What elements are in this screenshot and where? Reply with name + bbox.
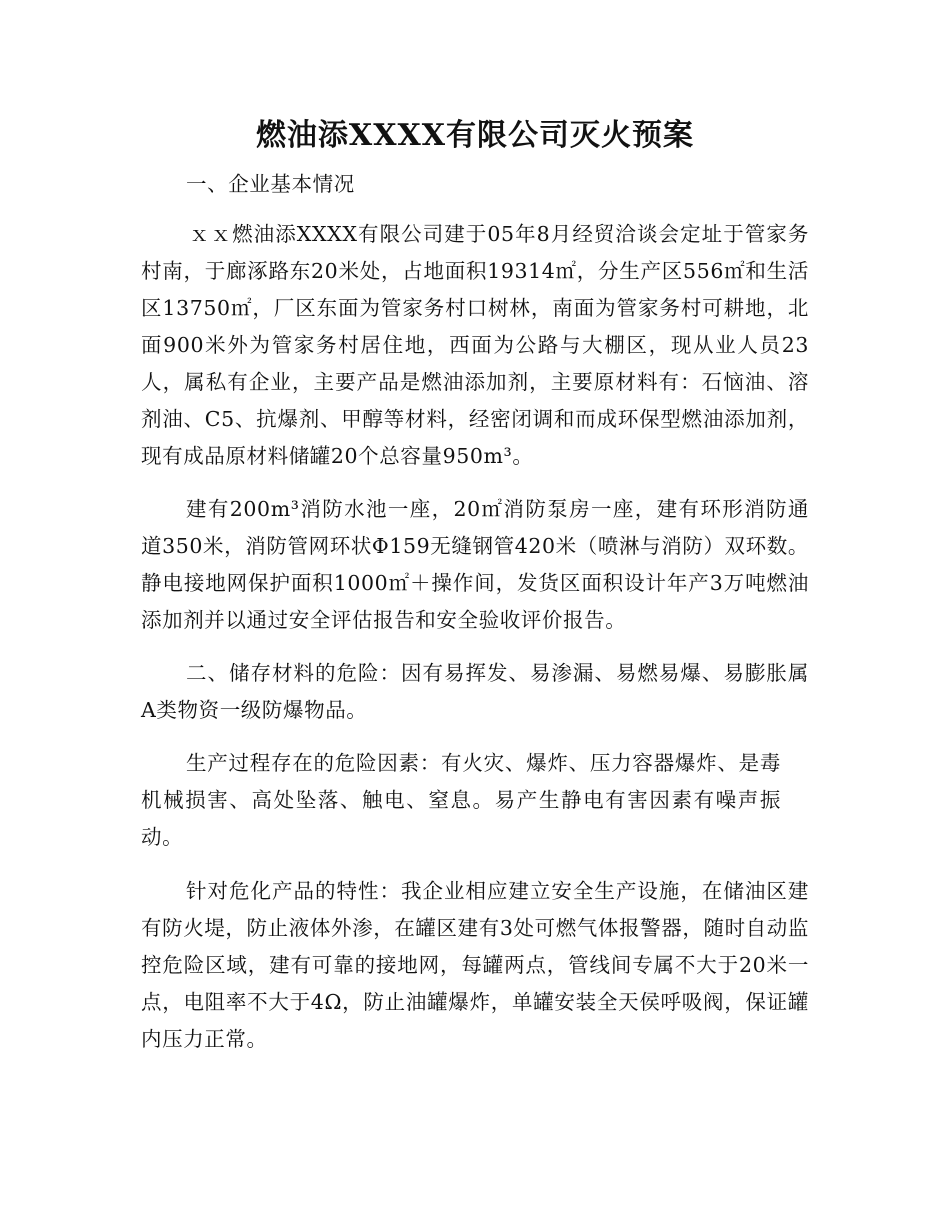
document-title: 燃油添XXXX有限公司灭火预案 bbox=[255, 118, 695, 153]
paragraph-safety-measures: 针对危化产品的特性：我企业相应建立安全生产设施，在储油区建有防火堤，防止液体外渗，在罐区建有3处可燃气体报警器，随时自动监控危险区域，建有可靠的接地网，每罐两点，管线间专属不大于20米一点，电阻率不大于4Ω，防止油罐爆炸，单罐安装全天侯呼吸阀，保证罐内压力正常。 bbox=[141, 879, 809, 1051]
paragraph-production-risks: 生产过程存在的危险因素：有火灾、爆炸、压力容器爆炸、是毒机械损害、高处坠落、触电、窒息。易产生静电有害因素有噪声振动。 bbox=[141, 751, 781, 849]
paragraph-company-basic-info: ｘｘ燃油添XXXX有限公司建于05年8月经贸洽谈会定址于管家务村南，于廊涿路东20米处，占地面积19314㎡，分生产区556㎡和生活区13750㎡，厂区东面为管家务村口树林，南面为管家务村可耕地，北面900米外为管家务村居住地，西面为公路与大棚区，现从业人员23人，属私有企业，主要产品是燃油添加剂，主要原材料有：石恼油、溶剂油、C5、抗爆剂、甲醇等材料，经密闭调和而成环保型燃油添加剂，现有成品原材料储罐20个总容量950m³。 bbox=[141, 222, 809, 468]
paragraph-fire-facilities: 建有200m³消防水池一座，20㎡消防泵房一座，建有环形消防通道350米，消防管网环状Φ159无缝钢管420米（喷淋与消防）双环数。静电接地网保护面积1000㎡＋操作间，发货区面积设计年产3万吨燃油添加剂并以通过安全评估报告和安全验收评价报告。 bbox=[141, 497, 809, 632]
section-heading-company-overview: 一、企业基本情况 bbox=[186, 172, 355, 196]
paragraph-storage-hazards: 二、储存材料的危险：因有易挥发、易渗漏、易燃易爆、易膨胀属A类物资一级防爆物品。 bbox=[141, 661, 809, 722]
